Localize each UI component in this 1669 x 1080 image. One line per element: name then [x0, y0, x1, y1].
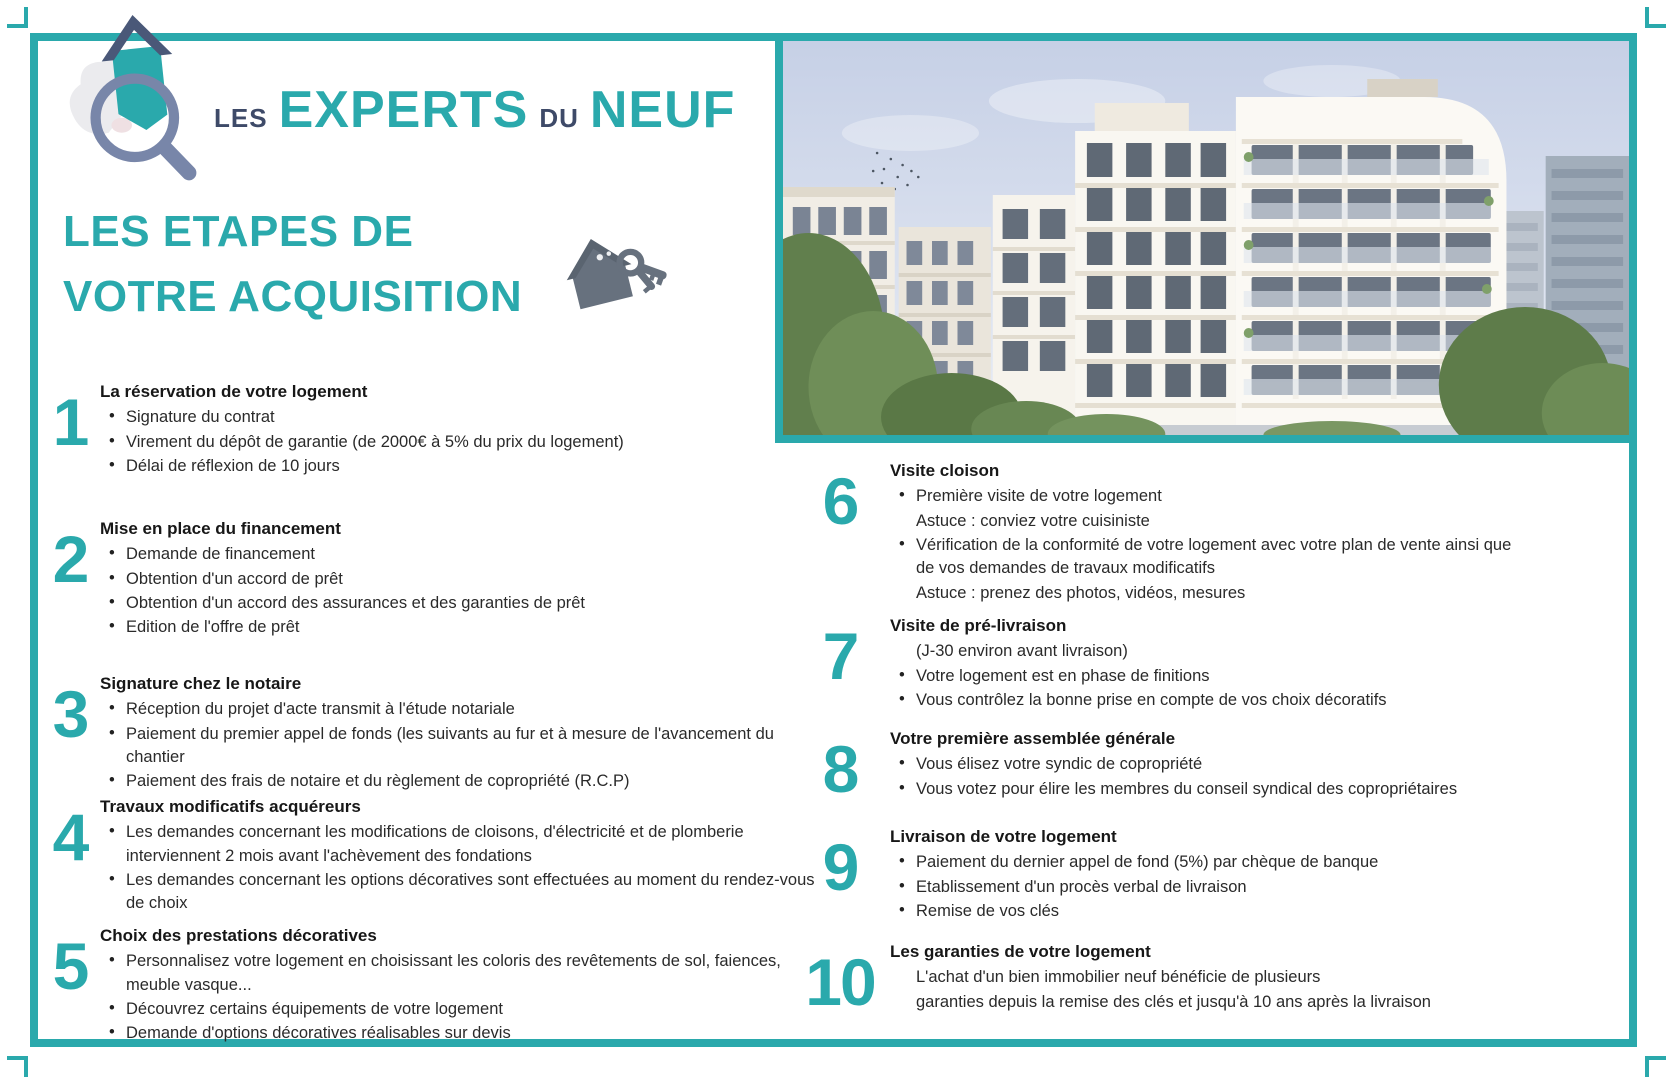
- step-bullet-item: • Remise de vos clés: [890, 900, 1530, 923]
- step-bullet-item: • Obtention d'un accord des assurances et des garanties de prêt: [100, 592, 830, 615]
- step-1: [40, 381, 830, 479]
- step-content: [100, 925, 830, 1047]
- step-bullet-item: • Paiement du premier appel de fonds (les suivants au fur et à mesure de l'avancement du chantier: [100, 723, 830, 770]
- step-title: Les garanties de votre logement: [890, 942, 1151, 961]
- house-magnifier-icon: [62, 6, 202, 196]
- step-number: 5: [52, 929, 88, 1003]
- corner-mark-top-left: [7, 7, 28, 28]
- step-title: Signature chez le notaire: [100, 674, 302, 693]
- step-10: [800, 941, 1530, 1019]
- step-bullet-item: • Virement du dépôt de garantie (de 2000€ à 5% du prix du logement): [100, 431, 830, 454]
- corner-mark-bottom-right: [1645, 1056, 1666, 1077]
- brand-word-experts: EXPERTS: [278, 81, 529, 139]
- step-bullet-item: • Vous contrôlez la bonne prise en compte de vos choix décoratifs: [890, 689, 1530, 712]
- step-title: Mise en place du financement: [100, 519, 341, 538]
- building-photo: [775, 33, 1637, 443]
- step-bullet-item: • Signature du contrat: [100, 406, 830, 429]
- step-bullet-item: • Vérification de la conformité de votre logement avec votre plan de vente ainsi que de vos demandes de travaux modificatifs: [890, 534, 1530, 581]
- step-bullet-item: • Etablissement d'un procès verbal de livraison: [890, 876, 1530, 899]
- step-7: [800, 615, 1530, 713]
- step-bullet-item: • Les demandes concernant les options décoratives sont effectuées au moment du rendez-vous de choix: [100, 869, 830, 916]
- step-title: Travaux modificatifs acquéreurs: [100, 797, 361, 816]
- step-title: La réservation de votre logement: [100, 382, 368, 401]
- brand-word-les: LES: [214, 103, 268, 133]
- corner-mark-top-right: [1645, 7, 1666, 28]
- step-3: [40, 673, 830, 795]
- step-5: [40, 925, 830, 1047]
- step-number: 3: [52, 677, 88, 751]
- step-content: [890, 728, 1530, 802]
- step-bullet-item: • Obtention d'un accord de prêt: [100, 568, 830, 591]
- step-2: [40, 518, 830, 641]
- step-title: Votre première assemblée générale: [890, 729, 1176, 748]
- step-bullet-item: • Délai de réflexion de 10 jours: [100, 455, 830, 478]
- page-title-line2: VOTRE ACQUISITION: [63, 271, 523, 321]
- step-number: 10: [805, 945, 875, 1019]
- step-bullet-item: • Demande d'options décoratives réalisables sur devis: [100, 1022, 830, 1045]
- step-content: [890, 615, 1530, 713]
- step-bullet-item: • Les demandes concernant les modifications de cloisons, d'électricité et de plomberie interviennent 2 mois avant l'achèvement des fondations: [100, 821, 830, 868]
- step-bullet-item: • Vous élisez votre syndic de copropriété: [890, 753, 1530, 776]
- brand-word-du: DU: [539, 103, 579, 133]
- step-note: (J-30 environ avant livraison): [916, 642, 1128, 661]
- step-content: [100, 673, 830, 795]
- step-content: [100, 796, 830, 917]
- step-content: [100, 518, 830, 641]
- step-9: [800, 826, 1530, 924]
- step-bullet-item: • Vous votez pour élire les membres du conseil syndical des copropriétaires: [890, 778, 1530, 801]
- corner-mark-bottom-left: [7, 1056, 28, 1077]
- step-title: Livraison de votre logement: [890, 827, 1117, 846]
- step-bullet-item: • Personnalisez votre logement en choisissant les coloris des revêtements de sol, faiences, meuble vasque...: [100, 950, 830, 997]
- step-title: Choix des prestations décoratives: [100, 926, 377, 945]
- step-bullet-item: • Votre logement est en phase de finitions: [890, 665, 1530, 688]
- house-keys-icon: [562, 226, 670, 320]
- step-content: [890, 460, 1530, 606]
- step-bullet-item: • Réception du projet d'acte transmit à l'étude notariale: [100, 698, 830, 721]
- step-bullet-item: • Première visite de votre logement: [890, 485, 1530, 508]
- step-content: [890, 826, 1530, 924]
- step-number: 4: [52, 800, 88, 874]
- step-4: [40, 796, 830, 917]
- page-title: [63, 200, 522, 329]
- brand-wordmark: [214, 80, 735, 140]
- step-number: 6: [822, 464, 858, 538]
- step-number: 8: [822, 732, 858, 806]
- step-note: Astuce : prenez des photos, vidéos, mesures: [916, 583, 1246, 602]
- step-title: Visite de pré-livraison: [890, 616, 1067, 635]
- page-title-line1: LES ETAPES DE: [63, 207, 414, 256]
- step-note: garanties depuis la remise des clés et jusqu'à 10 ans après la livraison: [916, 992, 1431, 1011]
- step-6: [800, 460, 1530, 606]
- step-number: 7: [822, 619, 858, 693]
- brand-word-neuf: NEUF: [589, 81, 736, 139]
- step-bullet-item: • Demande de financement: [100, 543, 830, 566]
- step-number: 2: [52, 522, 88, 596]
- step-bullet-item: • Paiement des frais de notaire et du règlement de copropriété (R.C.P): [100, 770, 830, 793]
- step-note: Astuce : conviez votre cuisiniste: [916, 511, 1150, 530]
- step-content: [100, 381, 830, 479]
- step-number: 1: [52, 385, 88, 459]
- step-title: Visite cloison: [890, 461, 1000, 480]
- step-8: [800, 728, 1530, 806]
- step-bullet-item: • Découvrez certains équipements de votre logement: [100, 998, 830, 1021]
- step-bullet-item: • Edition de l'offre de prêt: [100, 616, 830, 639]
- step-content: [890, 941, 1530, 1015]
- step-number: 9: [822, 830, 858, 904]
- step-bullet-item: • Paiement du dernier appel de fond (5%) par chèque de banque: [890, 851, 1530, 874]
- step-note: L'achat d'un bien immobilier neuf bénéficie de plusieurs: [916, 968, 1321, 987]
- building-photo-illustration: [783, 41, 1629, 435]
